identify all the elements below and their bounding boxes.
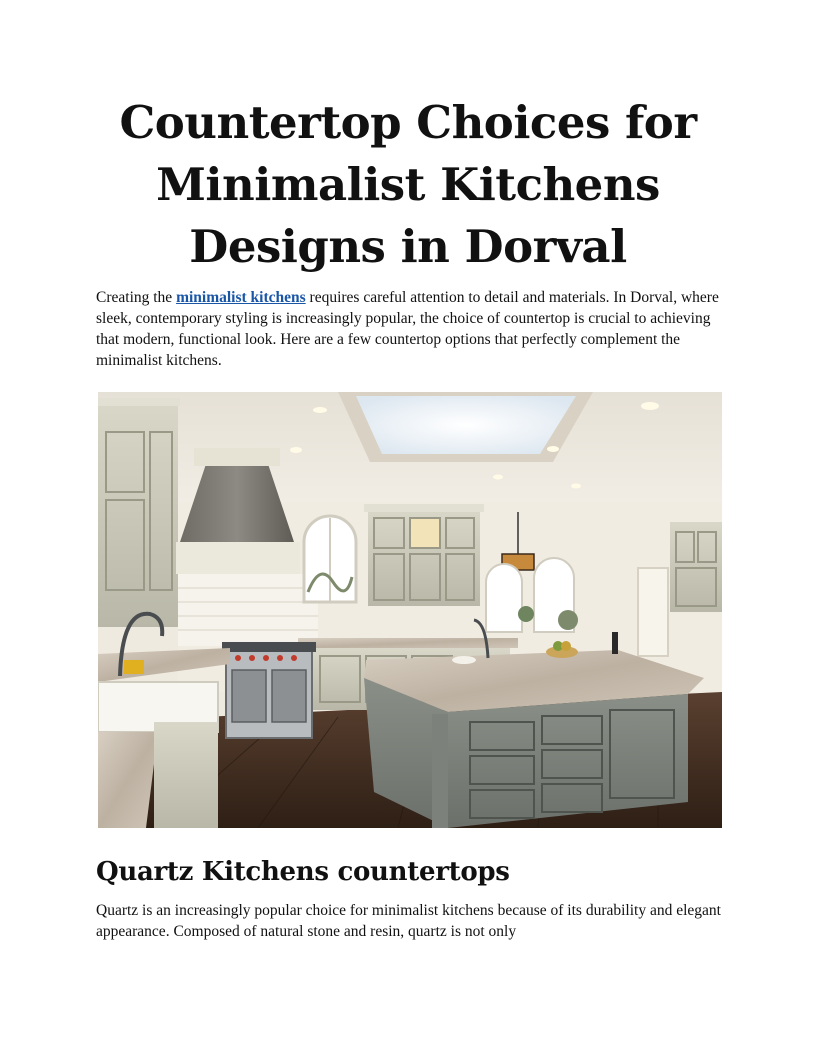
kitchen-photo — [98, 392, 722, 828]
page-title: Countertop Choices for Minimalist Kitchens Designs in Dorval — [119, 96, 697, 273]
section-heading-quartz: Quartz Kitchens countertops — [96, 857, 510, 887]
minimalist-kitchens-link[interactable]: minimalist kitchens — [176, 289, 306, 306]
intro-paragraph — [96, 287, 736, 371]
quartz-paragraph: Quartz is an increasingly popular choice for minimalist kitchens because of its durability and elegant appearance. Composed of natural stone and resin, quartz is not only — [96, 902, 721, 940]
intro-text-after-link: requires careful attention to detail and materials. In Dorval, where sleek, contemporary styling is increasingly popular, the choice of countertop is crucial to achieving that modern, functional look. Here are a few countertop options that perfectly complement the minimalist kitchens. — [96, 289, 719, 369]
intro-text-before-link: Creating the — [96, 289, 177, 306]
